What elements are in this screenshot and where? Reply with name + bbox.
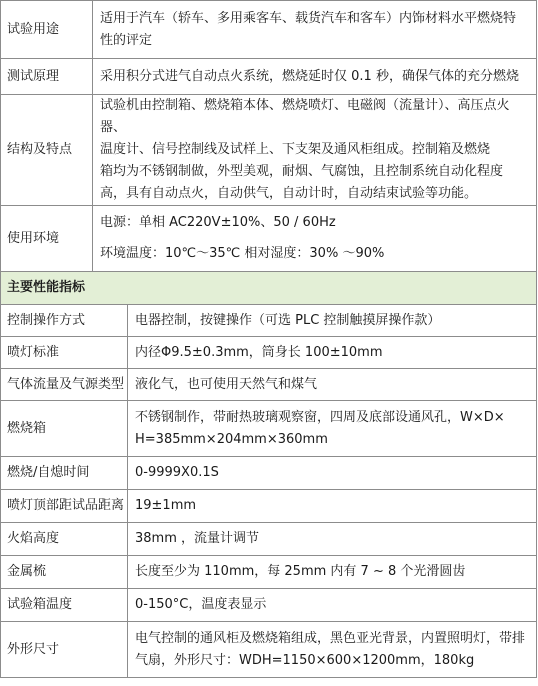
value-line: 电器控制，按键操作（可选 PLC 控制触摸屏操作款） <box>135 312 441 328</box>
value-line: 高，具有自动点火，自动供气，自动计时，自动结束试验等功能。 <box>100 186 478 201</box>
value-principle <box>93 59 537 95</box>
spec-value <box>128 490 537 523</box>
row-structure <box>1 95 537 206</box>
label-structure: 结构及特点 <box>1 95 93 206</box>
value-line: 适用于汽车（轿车、多用乘客车、载货汽车和客车）内饰材料水平燃烧特 <box>100 10 517 26</box>
spec-label: 燃烧箱 <box>1 401 128 457</box>
spec-label: 外形尺寸 <box>1 622 128 678</box>
value-line: 气扇，外形尺寸：WDH=1150×600×1200mm，180kg <box>135 652 475 668</box>
section-title: 主要性能指标 <box>1 272 537 305</box>
spec-row <box>1 305 537 337</box>
value-structure <box>93 95 537 206</box>
spec-value <box>128 457 537 490</box>
label-principle: 测试原理 <box>1 59 93 95</box>
value-line: 电源：单相 AC220V±10%、50 / 60Hz <box>100 215 336 230</box>
value-line: 性的评定 <box>100 32 153 48</box>
value-line: 19±1mm <box>135 498 197 513</box>
spec-value <box>128 369 537 401</box>
value-line: 长度至少为 110mm，每 25mm 内有 7 ~ 8 个光滑圆齿 <box>135 564 466 579</box>
spec-value <box>128 556 537 589</box>
spec-row <box>1 622 537 678</box>
row-purpose <box>1 1 537 59</box>
spec-value <box>128 401 537 457</box>
value-line: 箱均为不锈钢制做，外型美观，耐烟、气腐蚀，且控制系统自动化程度 <box>100 164 504 179</box>
spec-row <box>1 490 537 523</box>
value-line: 电气控制的通风柜及燃烧箱组成，黑色亚光背景，内置照明灯，带排 <box>135 630 526 646</box>
value-line: 液化气，也可使用天然气和煤气 <box>135 376 318 392</box>
value-line: 采用积分式进气自动点火系统，燃烧延时仅 0.1 秒，确保气体的充分燃烧 <box>100 68 519 84</box>
spec-row <box>1 589 537 622</box>
spec-label: 金属梳 <box>1 556 128 589</box>
spec-label: 控制操作方式 <box>1 305 128 337</box>
spec-value <box>128 622 537 678</box>
spec-value <box>128 523 537 556</box>
value-line: 内径Φ9.5±0.3mm，筒身长 100±10mm <box>135 344 383 360</box>
value-line: 0-9999X0.1S <box>135 465 219 480</box>
value-purpose <box>93 1 537 59</box>
row-principle <box>1 59 537 95</box>
row-environment <box>1 206 537 272</box>
value-line: 不锈钢制作，带耐热玻璃观察窗，四周及底部设通风孔，W×D× <box>135 409 505 425</box>
spec-label: 燃烧/自熄时间 <box>1 457 128 490</box>
value-line: 环境温度：10℃～35℃ 相对湿度：30% ～90% <box>100 246 385 261</box>
value-line: 试验机由控制箱、燃烧箱本体、燃烧喷灯、电磁阀（流量计）、高压点火器、 <box>100 98 510 135</box>
spec-row <box>1 401 537 457</box>
value-line: 温度计、信号控制线及试样上、下支架及通风柜组成。控制箱及燃烧 <box>100 142 491 157</box>
label-purpose: 试验用途 <box>1 1 93 59</box>
spec-label: 喷灯顶部距试品距离 <box>1 490 128 523</box>
spec-value <box>128 337 537 369</box>
spec-row <box>1 337 537 369</box>
spec-row <box>1 457 537 490</box>
spec-value <box>128 305 537 337</box>
spec-row <box>1 523 537 556</box>
spec-value <box>128 589 537 622</box>
spec-label: 喷灯标准 <box>1 337 128 369</box>
value-environment <box>93 206 537 272</box>
section-header-row <box>1 272 537 305</box>
spec-label: 火焰高度 <box>1 523 128 556</box>
value-line: 38mm ，流量计调节 <box>135 531 260 546</box>
value-line: H=385mm×204mm×360mm <box>135 431 328 447</box>
intro-table <box>0 0 537 305</box>
spec-label: 气体流量及气源类型 <box>1 369 128 401</box>
spec-table <box>0 304 537 678</box>
spec-row <box>1 556 537 589</box>
spec-row <box>1 369 537 401</box>
label-environment: 使用环境 <box>1 206 93 272</box>
spec-label: 试验箱温度 <box>1 589 128 622</box>
value-line: 0-150°C，温度表显示 <box>135 597 267 612</box>
